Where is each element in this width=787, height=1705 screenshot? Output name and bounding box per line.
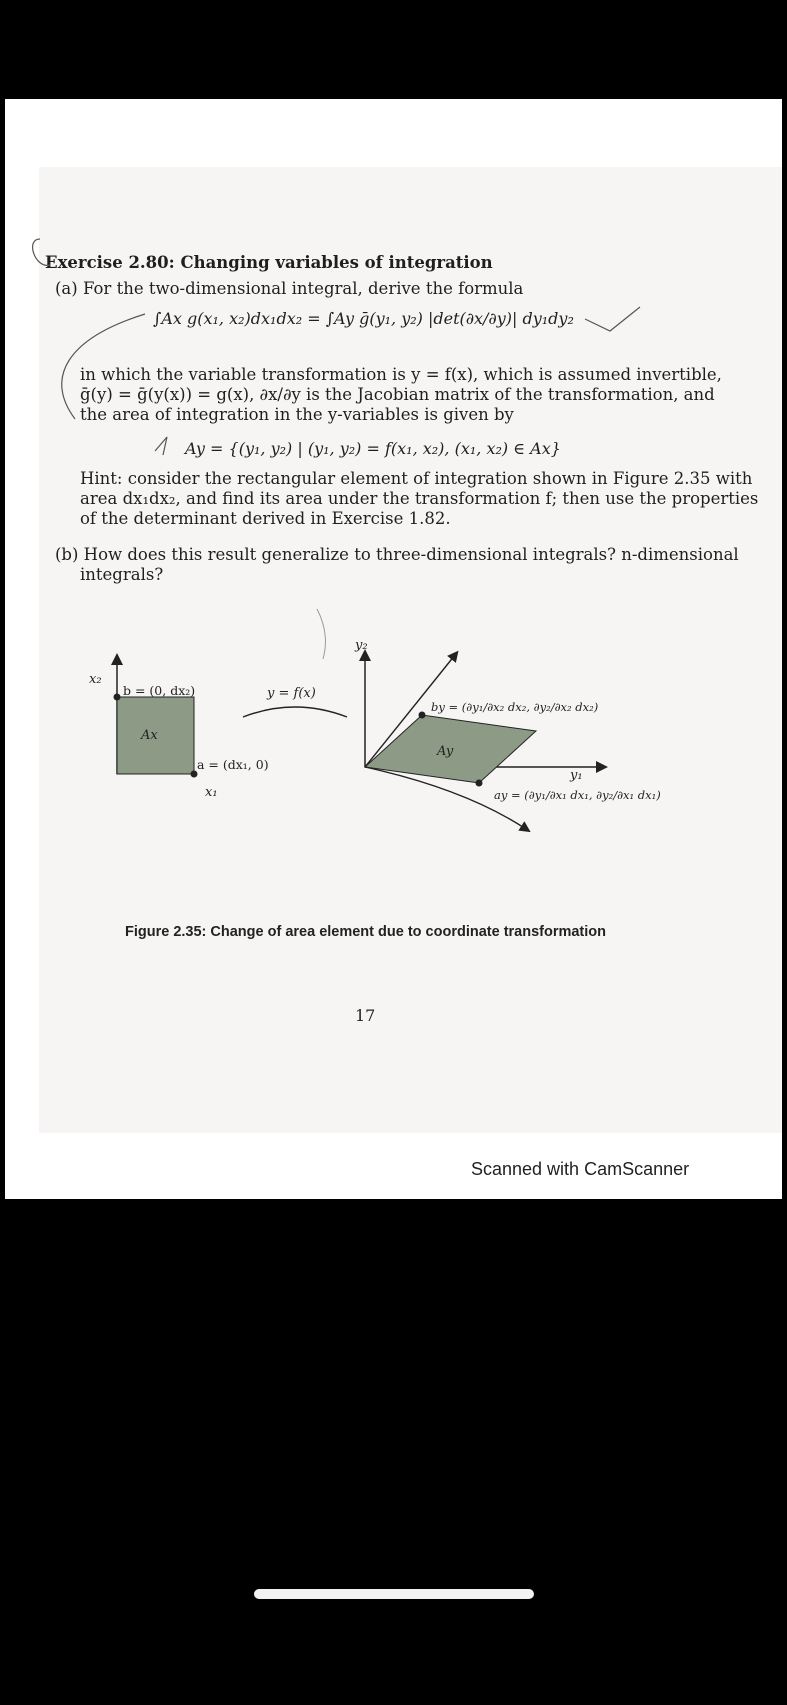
- right-axis-x-label: y₁: [570, 768, 583, 783]
- page-number: 17: [355, 1006, 376, 1025]
- camscanner-watermark: Scanned with CamScanner: [471, 1159, 690, 1179]
- ay-vector-label: ay = (∂y₁/∂x₁ dx₁, ∂y₂/∂x₁ dx₁): [494, 788, 661, 802]
- left-axis-y-label: x₂: [89, 672, 102, 687]
- a-vector-label: a = (dx₁, 0): [197, 757, 269, 772]
- body-line-1: in which the variable transformation is y = f(x), which is assumed invertible,: [80, 365, 722, 384]
- body-line-2: ḡ(y) = ḡ(y(x)) = g(x), ∂x/∂y is the Jacobian matrix of the transformation, and: [80, 385, 715, 404]
- point-ay: [476, 780, 483, 787]
- hint-line-1: Hint: consider the rectangular element of integration shown in Figure 2.35 with: [80, 469, 753, 488]
- region-ay-label: Ay: [437, 744, 454, 759]
- exercise-title: Exercise 2.80: Changing variables of integration: [45, 253, 493, 272]
- figure-2-35: [5, 99, 782, 1199]
- pen-stray-mark: [317, 609, 325, 659]
- transform-arrow: [243, 707, 347, 717]
- figure-caption: Figure 2.35: Change of area element due to coordinate transformation: [125, 924, 607, 940]
- left-axis-x-label: x₁: [205, 785, 218, 800]
- home-indicator[interactable]: [254, 1589, 534, 1599]
- region-ax-label: Ax: [141, 728, 158, 743]
- part-a-intro: (a) For the two-dimensional integral, derive the formula: [55, 279, 524, 298]
- part-b-line-2: integrals?: [80, 565, 164, 584]
- b-vector-label: b = (0, dx₂): [123, 683, 196, 698]
- point-b: [114, 694, 121, 701]
- integral-formula: ∫Ax g(x₁, x₂)dx₁dx₂ = ∫Ay ḡ(y₁, y₂) |det(∂x/∂y)| dy₁dy₂: [153, 309, 574, 328]
- transform-label: y = f(x): [267, 686, 316, 701]
- right-axis-y-label: y₂: [355, 638, 368, 653]
- hint-line-2: area dx₁dx₂, and find its area under the transformation f; then use the properties: [80, 489, 759, 508]
- body-line-3: the area of integration in the y-variables is given by: [80, 405, 514, 424]
- by-vector-label: by = (∂y₁/∂x₂ dx₂, ∂y₂/∂x₂ dx₂): [431, 700, 599, 714]
- point-by: [419, 712, 426, 719]
- area-definition: Ay = {(y₁, y₂) | (y₁, y₂) = f(x₁, x₂), (x₁, x₂) ∈ Ax}: [185, 439, 561, 458]
- part-b-line-1: (b) How does this result generalize to three-dimensional integrals? n-dimensional: [55, 545, 739, 564]
- hint-line-3: of the determinant derived in Exercise 1.82.: [80, 509, 451, 528]
- scanned-page: [5, 99, 782, 1199]
